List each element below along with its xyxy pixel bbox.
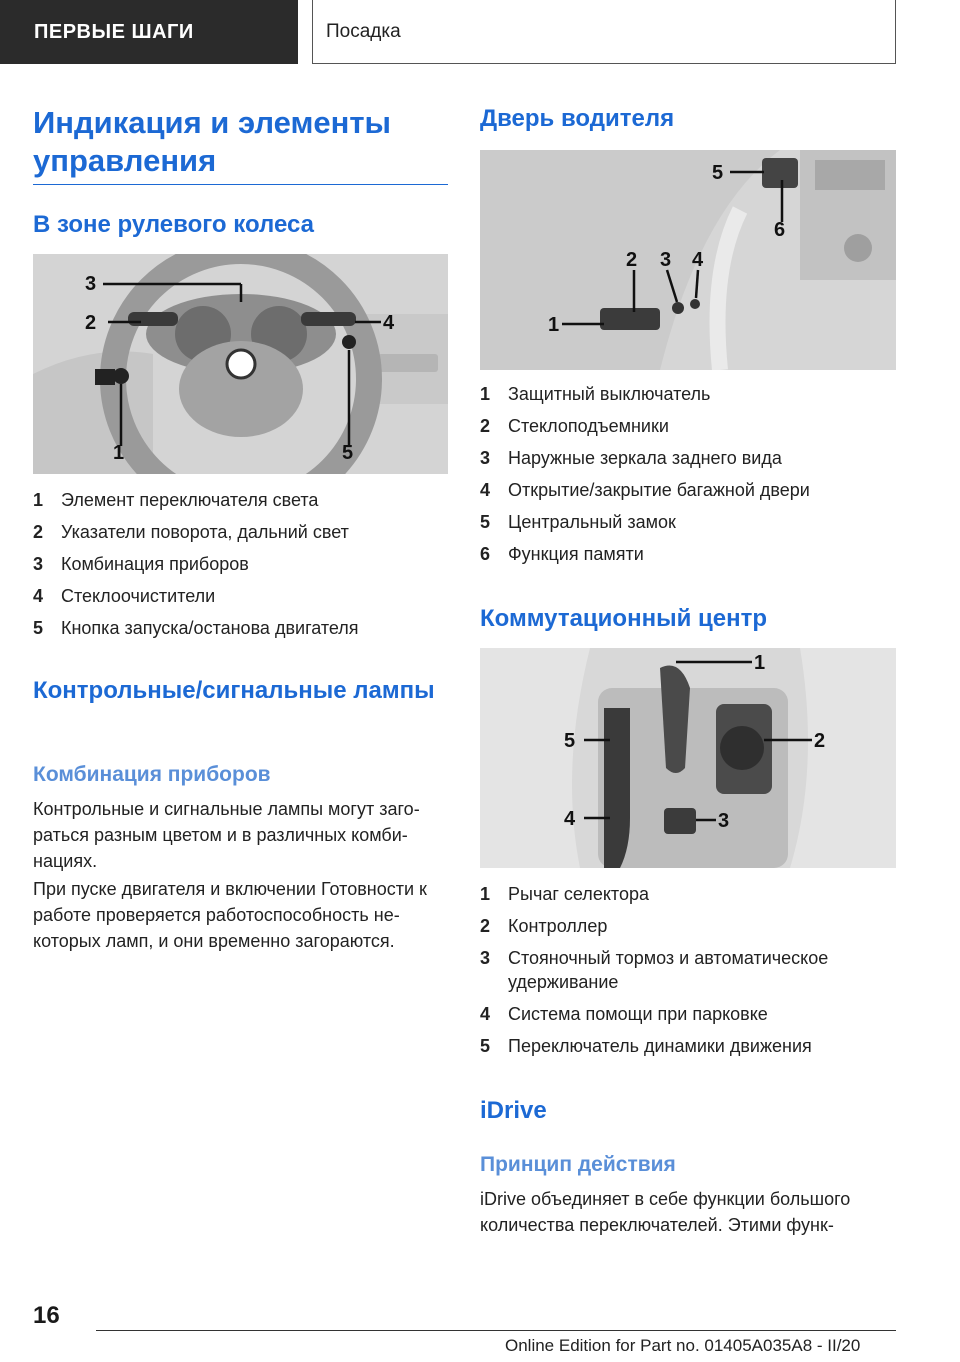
section-title: Посадка (312, 0, 896, 64)
list-item: 5 Центральный замок (480, 512, 676, 532)
door-callout-6: 6 (774, 219, 786, 241)
idrive-heading: iDrive (480, 1097, 547, 1124)
console-legend (480, 882, 896, 1066)
steering-callout-5: 5 (342, 442, 354, 464)
lamps-heading: Контрольные/сигнальные лампы (33, 677, 435, 704)
list-item: 5 Кнопка запуска/останова двигателя (33, 618, 359, 638)
list-item: 4 Система помощи при парковке (480, 1004, 768, 1024)
steering-callout-1: 1 (113, 442, 125, 464)
steering-callout-4: 4 (383, 312, 395, 334)
list-item: 2 Указатели поворота, дальний свет (33, 522, 349, 542)
center-console-image (480, 648, 896, 868)
list-item: 3 Наружные зеркала заднего вида (480, 448, 782, 468)
door-callout-3: 3 (660, 249, 672, 271)
driver-door-image (480, 150, 896, 370)
list-item: 3 Комбинация приборов (33, 554, 249, 574)
list-item: 1 Защитный выключатель (480, 384, 711, 404)
list-item: 4 Открытие/закрытие багажной двери (480, 480, 810, 500)
list-item: 5 Переключатель динамики движения (480, 1036, 812, 1056)
steering-callout-3: 3 (85, 273, 97, 295)
edition-note: Online Edition for Part no. 01405A035A8 - II/20 (505, 1336, 861, 1355)
steering-callout-2: 2 (85, 312, 97, 334)
door-callout-5: 5 (712, 162, 724, 184)
idrive-paragraph: iDrive объединяет в себе функции большого количества переключателей. Этими функ- (480, 1189, 851, 1235)
list-item: 1 Элемент переключателя света (33, 490, 319, 510)
page-number: 16 (33, 1302, 60, 1329)
steering-wheel-image (33, 254, 448, 474)
instrument-cluster-subheading: Комбинация приборов (33, 763, 271, 786)
page-title: Индикация и элементы управления (33, 104, 448, 185)
list-item: 3 Стояночный тормоз и автоматическое удерживание (480, 948, 829, 992)
door-callout-4: 4 (692, 249, 704, 271)
operating-principle-subheading: Принцип действия (480, 1153, 676, 1176)
steering-legend (33, 488, 448, 648)
door-callout-1: 1 (548, 314, 560, 336)
list-item: 1 Рычаг селектора (480, 884, 649, 904)
door-callout-2: 2 (626, 249, 638, 271)
console-callout-5: 5 (564, 730, 576, 752)
lamps-paragraph-2: При пуске двигателя и включении Готовности к работе проверяется работоспособность не-которых ламп, и они временно загораются. (33, 879, 427, 951)
door-heading: Дверь водителя (480, 105, 675, 132)
list-item: 4 Стеклоочистители (33, 586, 216, 606)
footer-divider (96, 1330, 896, 1331)
list-item: 6 Функция памяти (480, 544, 644, 564)
steering-heading: В зоне рулевого колеса (33, 211, 314, 238)
list-item: 2 Контроллер (480, 916, 608, 936)
console-heading: Коммутационный центр (480, 605, 768, 632)
console-callout-2: 2 (814, 730, 826, 752)
console-callout-3: 3 (718, 810, 730, 832)
list-item: 2 Стеклоподъемники (480, 416, 669, 436)
door-legend (480, 382, 896, 574)
console-callout-4: 4 (564, 808, 576, 830)
console-callout-1: 1 (754, 652, 766, 674)
lamps-paragraph-1: Контрольные и сигнальные лампы могут заго-раться разным цветом и в различных комби-нациях. (33, 799, 420, 871)
chapter-tab: ПЕРВЫЕ ШАГИ (0, 0, 298, 64)
